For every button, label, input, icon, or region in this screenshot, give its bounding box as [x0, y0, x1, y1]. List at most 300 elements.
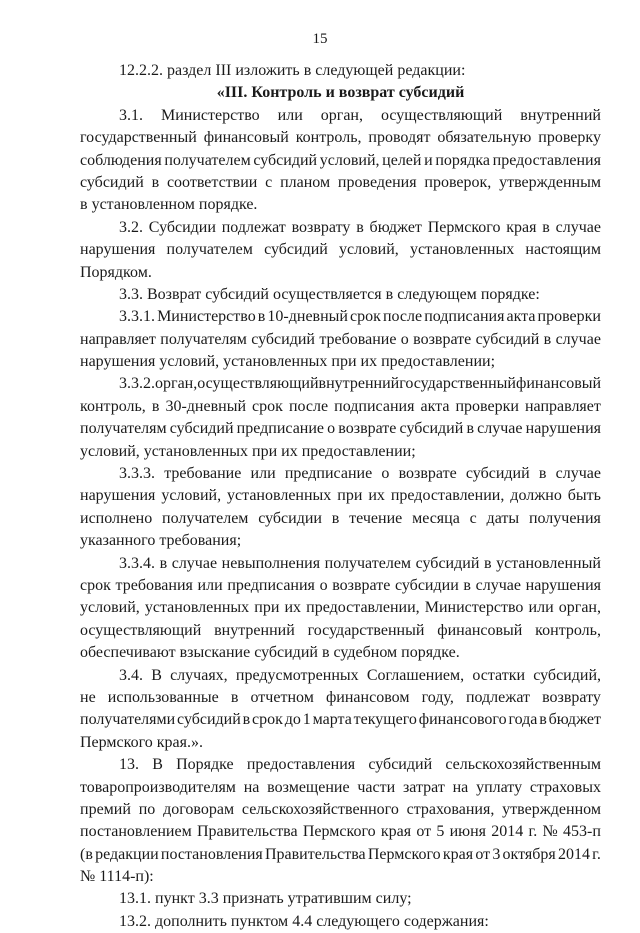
word: страхования,: [406, 800, 495, 818]
word: проверки: [537, 308, 601, 326]
word: случае: [475, 576, 521, 594]
word: нарушения: [80, 487, 156, 505]
word: субсидий: [80, 173, 144, 191]
word: 3.3: [198, 890, 219, 908]
word: возмещение: [267, 778, 350, 796]
word: товаропроизводителям: [80, 778, 236, 796]
word: возврате: [338, 420, 397, 438]
word: следующего: [316, 912, 400, 930]
text-line: [80, 799, 601, 821]
paragraph-p131: [80, 888, 601, 910]
word: Министерство: [424, 599, 524, 617]
word: в: [257, 308, 266, 326]
word: субсидий: [475, 330, 540, 348]
word: нарушения: [525, 576, 601, 594]
text-line: [80, 239, 601, 261]
text-line: [80, 508, 601, 530]
word: обязательную: [437, 129, 532, 147]
word: в: [542, 218, 550, 236]
text-line: [80, 687, 601, 709]
text-line: [80, 709, 601, 731]
word: обеспечивают: [80, 644, 176, 662]
word: на: [452, 778, 469, 796]
word: после: [288, 397, 329, 415]
word: уплату: [476, 778, 523, 796]
word: края.».: [156, 733, 203, 751]
word: утвержденным: [499, 173, 601, 191]
word: г.: [528, 823, 538, 841]
text-line: [80, 888, 601, 910]
word: содержания:: [403, 912, 489, 930]
word: 3.2.: [119, 218, 143, 236]
word: в: [151, 173, 160, 191]
word: 30-дневный: [165, 397, 246, 415]
document-body: [80, 60, 601, 933]
word: №: [80, 868, 96, 886]
word: 3.3.1.: [119, 308, 155, 326]
word: 13.2.: [119, 912, 151, 930]
word: Министерство: [157, 308, 256, 326]
word: внутренний: [520, 106, 601, 124]
word: случае: [555, 218, 601, 236]
text-line: [80, 329, 601, 351]
word: сельскохозяйственного: [241, 800, 399, 818]
word: от: [416, 823, 432, 841]
word: получателями: [80, 711, 176, 729]
word: октября: [502, 845, 556, 863]
text-line: [80, 642, 601, 664]
word: условий,: [80, 599, 140, 617]
word: внутренний: [214, 621, 295, 639]
paragraph-p334: [80, 553, 601, 665]
word: предоставлении,: [390, 487, 505, 505]
word: о: [327, 420, 336, 438]
word: 3.4.: [119, 666, 143, 684]
word: государственный: [80, 129, 197, 147]
word: их: [281, 442, 298, 460]
word: 3.3.3.: [119, 465, 155, 483]
text-line: [80, 60, 601, 82]
word: установленных: [143, 442, 249, 460]
word: предписания: [227, 576, 315, 594]
word: остатки: [472, 666, 526, 684]
word: дополнить: [155, 912, 227, 930]
word: 13.: [119, 756, 139, 774]
text-line: [80, 821, 601, 843]
word: осуществляющий: [80, 621, 202, 639]
word: Субсидии: [148, 218, 216, 236]
word: возврате: [398, 465, 457, 483]
text-line: [80, 866, 601, 888]
text-line: [80, 105, 601, 127]
word: субсидий: [368, 756, 433, 774]
word: получателем: [166, 241, 253, 259]
word: быть: [567, 487, 601, 505]
word: проведения: [337, 173, 417, 191]
text-line: [80, 150, 601, 172]
word: подписания: [424, 308, 505, 326]
paragraph-heading: [80, 82, 601, 104]
word: предоставления: [246, 756, 356, 774]
word: 5: [436, 823, 445, 841]
word: финансовый: [515, 375, 601, 393]
section-heading: «III. Контроль и возврат субсидий: [216, 84, 465, 102]
text-line: [80, 911, 601, 933]
word: или: [277, 106, 303, 124]
word: 453-п: [562, 823, 601, 841]
word: следующем: [397, 285, 477, 303]
text-line: [80, 373, 601, 395]
word: возврате: [413, 330, 472, 348]
word: случае: [555, 330, 601, 348]
word: с: [265, 173, 273, 191]
word: 3.3.2.: [119, 375, 155, 393]
word: срок: [80, 576, 111, 594]
word: невыполнения: [221, 554, 321, 572]
word: порядка: [435, 151, 491, 169]
word: постановлением: [80, 823, 192, 841]
word: проверок,: [424, 173, 492, 191]
word: акта: [420, 397, 450, 415]
word: изложить: [235, 62, 300, 79]
word: с: [469, 509, 477, 527]
word: в: [230, 688, 239, 706]
word: июня: [449, 823, 487, 841]
word: в: [463, 576, 471, 594]
paragraph-p31: [80, 105, 601, 217]
word: порядке.: [401, 644, 460, 662]
text-line: [80, 351, 601, 373]
word: в: [321, 644, 330, 662]
word: возврате: [332, 576, 391, 594]
word: Пермского: [367, 845, 441, 863]
word: направляет: [524, 397, 601, 415]
word: их: [360, 353, 378, 371]
text-line: [80, 597, 601, 619]
word: срок: [350, 308, 381, 326]
text-line: [80, 844, 601, 866]
word: субсидий: [254, 644, 318, 662]
word: 4.4: [292, 912, 313, 930]
word: контроль,: [295, 129, 362, 147]
word: при: [252, 442, 278, 460]
word: предоставлении;: [381, 353, 496, 371]
word: в: [356, 218, 364, 236]
word: редакции:: [397, 62, 466, 79]
word: Соглашением,: [366, 666, 465, 684]
word: №: [542, 823, 558, 841]
text-line: [80, 284, 601, 306]
word: в: [303, 62, 312, 79]
word: в: [543, 330, 552, 348]
word: раздел: [167, 62, 212, 79]
word: утвержденном: [502, 800, 601, 818]
word: проверки: [455, 397, 519, 415]
word: установленных: [144, 599, 250, 617]
word: субсидий,: [533, 666, 601, 684]
word: пункт: [155, 890, 195, 908]
word: требования;: [159, 532, 242, 550]
word: марта: [312, 711, 352, 729]
word: предоставлении,: [306, 599, 420, 617]
word: исполнено: [80, 509, 153, 527]
word: возврату: [291, 218, 351, 236]
word: их: [368, 487, 385, 505]
word: премий: [80, 800, 131, 818]
word: 10-дневный: [267, 308, 348, 326]
word: планом: [280, 173, 331, 191]
paragraph-p132: [80, 911, 601, 933]
word: условий,: [319, 151, 380, 169]
word: проверку: [538, 129, 601, 147]
word: субсидий: [415, 554, 480, 572]
word: субсидий: [465, 465, 530, 483]
word: Пермского: [80, 733, 153, 751]
word: края: [380, 823, 412, 841]
word: акта: [506, 308, 536, 326]
word: порядке.: [198, 196, 258, 214]
text-line: [80, 553, 601, 575]
text-line: [80, 441, 601, 463]
word: Правительства: [196, 823, 298, 841]
word: субсидий: [399, 420, 464, 438]
word: не: [80, 688, 96, 706]
word: 2014: [557, 845, 590, 863]
word: орган,: [155, 375, 198, 393]
word: договорам: [163, 800, 235, 818]
word: получения: [528, 509, 601, 527]
word: В: [151, 666, 162, 684]
word: 3.3.: [119, 285, 143, 303]
word: субсидии: [395, 576, 459, 594]
word: соответствии: [166, 173, 258, 191]
text-line: [80, 306, 601, 328]
word: Правительства: [264, 845, 366, 863]
word: субсидий: [251, 330, 315, 348]
word: после: [382, 308, 423, 326]
text-line: [80, 82, 601, 104]
paragraph-p331: [80, 306, 601, 373]
word: текущего: [353, 711, 417, 729]
word: требования: [115, 576, 193, 594]
word: настоящим: [525, 241, 601, 259]
word: страховых: [529, 778, 601, 796]
word: в: [80, 196, 88, 214]
word: случаях,: [170, 666, 228, 684]
word: силу;: [375, 890, 412, 908]
text-line: [80, 194, 601, 216]
word: субсидий: [264, 241, 328, 259]
word: части: [357, 778, 396, 796]
word: от: [475, 845, 491, 863]
word: в: [385, 285, 394, 303]
paragraph-p333: [80, 463, 601, 553]
word: III: [215, 62, 232, 79]
word: осуществляющий: [381, 106, 503, 124]
word: Порядком.: [80, 263, 152, 281]
word: подлежат: [465, 688, 530, 706]
word: финансовый: [203, 129, 289, 147]
text-line: [80, 754, 601, 776]
text-line: [80, 396, 601, 418]
word: срок: [252, 711, 283, 729]
word: признать: [222, 890, 284, 908]
word: нарушения: [80, 353, 156, 371]
word: затрат: [402, 778, 445, 796]
word: года: [508, 711, 538, 729]
word: требование: [319, 330, 397, 348]
word: 3: [492, 845, 501, 863]
word: осуществляется: [272, 285, 382, 303]
word: установленных: [409, 241, 515, 259]
word: получателем: [164, 151, 251, 169]
text-line: [80, 485, 601, 507]
word: нарушения: [525, 420, 601, 438]
word: предоставления: [492, 151, 601, 169]
paragraph-p13: [80, 754, 601, 888]
word: течение: [349, 509, 403, 527]
word: или: [250, 465, 276, 483]
word: при: [331, 353, 357, 371]
word: по: [138, 800, 156, 818]
word: предоставлении;: [301, 442, 416, 460]
word: о: [400, 330, 409, 348]
word: бюджет: [548, 711, 601, 729]
word: установленных: [227, 487, 332, 505]
word: взыскание: [179, 644, 251, 662]
word: государственный: [307, 621, 425, 639]
word: при: [254, 599, 280, 617]
word: условий,: [161, 487, 222, 505]
text-line: [80, 620, 601, 642]
text-line: [80, 530, 601, 552]
word: осуществляющий: [197, 375, 319, 393]
paragraph-p332: [80, 373, 601, 463]
word: в: [159, 554, 168, 572]
word: В: [152, 756, 163, 774]
word: 3.3.4.: [119, 554, 155, 572]
paragraph-p32: [80, 217, 601, 284]
word: их: [284, 599, 302, 617]
paragraph-p33: [80, 284, 601, 306]
word: установленном: [91, 196, 195, 214]
word: проводят: [368, 129, 431, 147]
word: году,: [421, 688, 454, 706]
word: контроль,: [535, 621, 601, 639]
word: в: [483, 554, 492, 572]
word: Министерство: [161, 106, 260, 124]
word: подлежат: [221, 218, 286, 236]
word: направляет: [80, 330, 156, 348]
word: использованные: [107, 688, 219, 706]
word: случае: [171, 554, 218, 572]
text-line: [80, 463, 601, 485]
word: предписание: [236, 420, 325, 438]
word: края: [442, 845, 474, 863]
word: нарушения: [80, 241, 156, 259]
word: субсидий: [253, 151, 318, 169]
word: и: [424, 151, 433, 169]
word: 12.2.2.: [119, 62, 163, 79]
word: указанного: [80, 532, 156, 550]
word: внутренний: [318, 375, 400, 393]
word: 1114-п):: [99, 868, 154, 886]
word: в: [538, 465, 547, 483]
word: 2014: [491, 823, 524, 841]
word: финансового: [418, 711, 507, 729]
word: установленных: [223, 353, 328, 371]
word: 3.1.: [119, 106, 143, 124]
word: субсидий: [205, 285, 269, 303]
word: орган,: [558, 599, 601, 617]
word: случае: [477, 420, 523, 438]
word: 13.1.: [119, 890, 151, 908]
word: или: [528, 599, 554, 617]
word: до: [284, 711, 301, 729]
word: при: [337, 487, 363, 505]
text-line: [80, 732, 601, 754]
word: требование: [164, 465, 242, 483]
word: субсидий: [177, 711, 241, 729]
text-line: [80, 575, 601, 597]
word: редакции: [95, 845, 159, 863]
text-line: [80, 665, 601, 687]
word: в: [151, 397, 160, 415]
word: получателям: [160, 330, 247, 348]
text-line: [80, 262, 601, 284]
word: о: [319, 576, 328, 594]
text-line: [80, 127, 601, 149]
paragraph-p34: [80, 665, 601, 755]
word: сельскохозяйственным: [445, 756, 601, 774]
word: предусмотренных: [235, 666, 359, 684]
word: постановления: [160, 845, 263, 863]
word: на: [243, 778, 260, 796]
word: условий,: [159, 353, 220, 371]
text-line: [80, 172, 601, 194]
word: в: [466, 420, 474, 438]
word: 1: [302, 711, 311, 729]
text-line: [80, 217, 601, 239]
word: в: [331, 509, 340, 527]
word: бюджет: [369, 218, 422, 236]
word: края: [506, 218, 537, 236]
word: возврату: [542, 688, 601, 706]
word: в: [539, 711, 547, 729]
word: должно: [510, 487, 562, 505]
word: следующей: [315, 62, 394, 79]
word: судебном: [333, 644, 398, 662]
text-line: [80, 777, 601, 799]
word: финансовом: [325, 688, 410, 706]
word: орган,: [320, 106, 363, 124]
word: случае: [555, 465, 601, 483]
word: Порядке: [176, 756, 234, 774]
word: условий,: [80, 442, 140, 460]
word: получателем: [324, 554, 412, 572]
word: соблюдения: [80, 151, 162, 169]
word: месяца: [412, 509, 460, 527]
word: субсидий: [169, 420, 234, 438]
paragraph-p1222: [80, 60, 601, 82]
word: утратившим: [287, 890, 372, 908]
word: целей: [382, 151, 422, 169]
word: условий,: [339, 241, 399, 259]
word: даты: [486, 509, 520, 527]
text-line: [80, 418, 601, 440]
word: государственный: [399, 375, 516, 393]
word: получателям: [80, 420, 167, 438]
